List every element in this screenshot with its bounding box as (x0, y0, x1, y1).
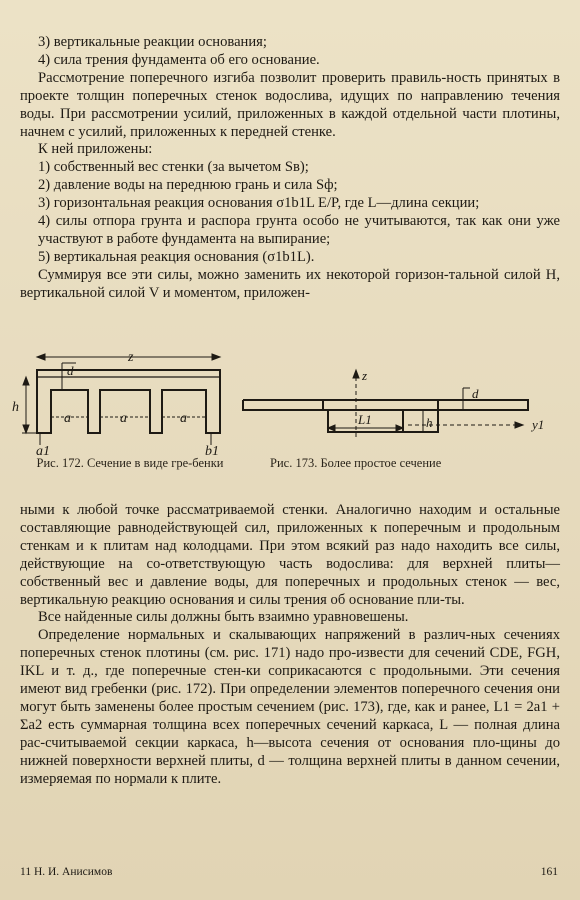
figure-172-comb-section (0, 345, 260, 460)
list-item-4: 4) сила трения фундамента об его основание. (38, 51, 320, 68)
fig173-label-z: z (362, 368, 368, 383)
force-item-4: 4) силы отпора грунта и распора грунта особо не учитываются, так как они уже участвуют в работе фундамента на выпирание; (38, 213, 560, 247)
fig172-label-a-3: a (180, 411, 187, 426)
paragraph-equilibrium: Все найденные силы должны быть взаимно уравновешены. (38, 609, 409, 626)
footer-signature: 11 Н. И. Анисимов (20, 866, 113, 878)
fig172-label-b1: b1 (205, 444, 219, 459)
fig172-label-a1: a1 (36, 444, 50, 459)
fig172-label-h: h (12, 400, 19, 415)
fig173-label-d: d (472, 386, 479, 401)
lower-text (20, 502, 560, 789)
fig172-label-z: z (128, 350, 134, 365)
fig173-label-y1: y1 (532, 417, 545, 432)
figure-173-simple-section (238, 340, 563, 455)
paragraph-stress-determination: Определение нормальных и скалывающих напряжений в различ-ных сечениях поперечных стенок плотины (см. рис. 171) надо про-извести для сечений CDE, FGH, IKL и т. д., где поперечные стен-ки соприкасаются с продольными. Эти сечения имеют вид гребенки (рис. 172). При определении элементов поперечного сечения они могут быть заменены более простым сечением (рис. 173), где, как и ранее, L1 = 2a1 + Σa2 есть суммарная толщина всех поперечных сечений каркаса, L — полная длина рас-считываемой секции каркаса, h—высота сечения от основания пло-щины до нижней поверхности верхней плиты, d — толщина верхней плиты в данном сечении, измеряемая по нормали к плите. (20, 627, 560, 787)
fig172-label-d: d (67, 363, 74, 378)
fig173-label-h: h (426, 415, 433, 430)
fig172-label-a-2: a (120, 411, 127, 426)
figure-172-caption: Рис. 172. Сечение в виде гре-бенки (36, 456, 224, 470)
list-item-3: 3) вертикальные реакции основания; (38, 34, 267, 50)
page-footer (20, 866, 558, 878)
paragraph-summation: Суммируя все эти силы, можно заменить их некоторой горизон-тальной силой H, вертикальной силой V и моментом, приложен- (20, 266, 560, 301)
force-item-3: 3) горизонтальная реакция основания σ1b1L E/P, где L—длина секции; (38, 195, 480, 212)
paragraph-transverse-bending: Рассмотрение поперечного изгиба позволит проверить правиль-ность принятых в проекте толщин поперечных стенок водослива, идущих по направлению течения воды. При рассмотрении усилий, приложенных в каждой отдельной части плотины, начнем с усилий, приложенных к передней стенке. (20, 69, 560, 140)
fig173-label-L1: L1 (358, 412, 372, 427)
paragraph-applied-forces: К ней приложены: (38, 141, 153, 158)
paragraph-continuation: ными к любой точке рассматриваемой стенки. Аналогично находим и остальные составляющие равнодействующей сил, приложенных к поперечным и продольным стенкам и к плитам над колодцами. При этом всякий раз надо находить все силы, действующие на со-ответствующую часть водослива: для верхней плиты—собственный вес и давление воды, для поперечных и продольных стенок — вес, вертикальную реакцию основания и силы трения об основание пли-ты. (20, 502, 560, 608)
force-item-1: 1) собственный вес стенки (за вычетом Sв); (38, 159, 309, 176)
upper-text (20, 34, 560, 303)
page-number: 161 (540, 866, 558, 878)
force-item-5: 5) вертикальная реакция основания (σ1b1L). (38, 248, 315, 265)
fig172-label-a-1: a (64, 411, 71, 426)
figure-173-caption: Рис. 173. Более простое сечение (270, 456, 442, 470)
force-item-2: 2) давление воды на переднюю грань и сила Sф; (38, 177, 338, 194)
